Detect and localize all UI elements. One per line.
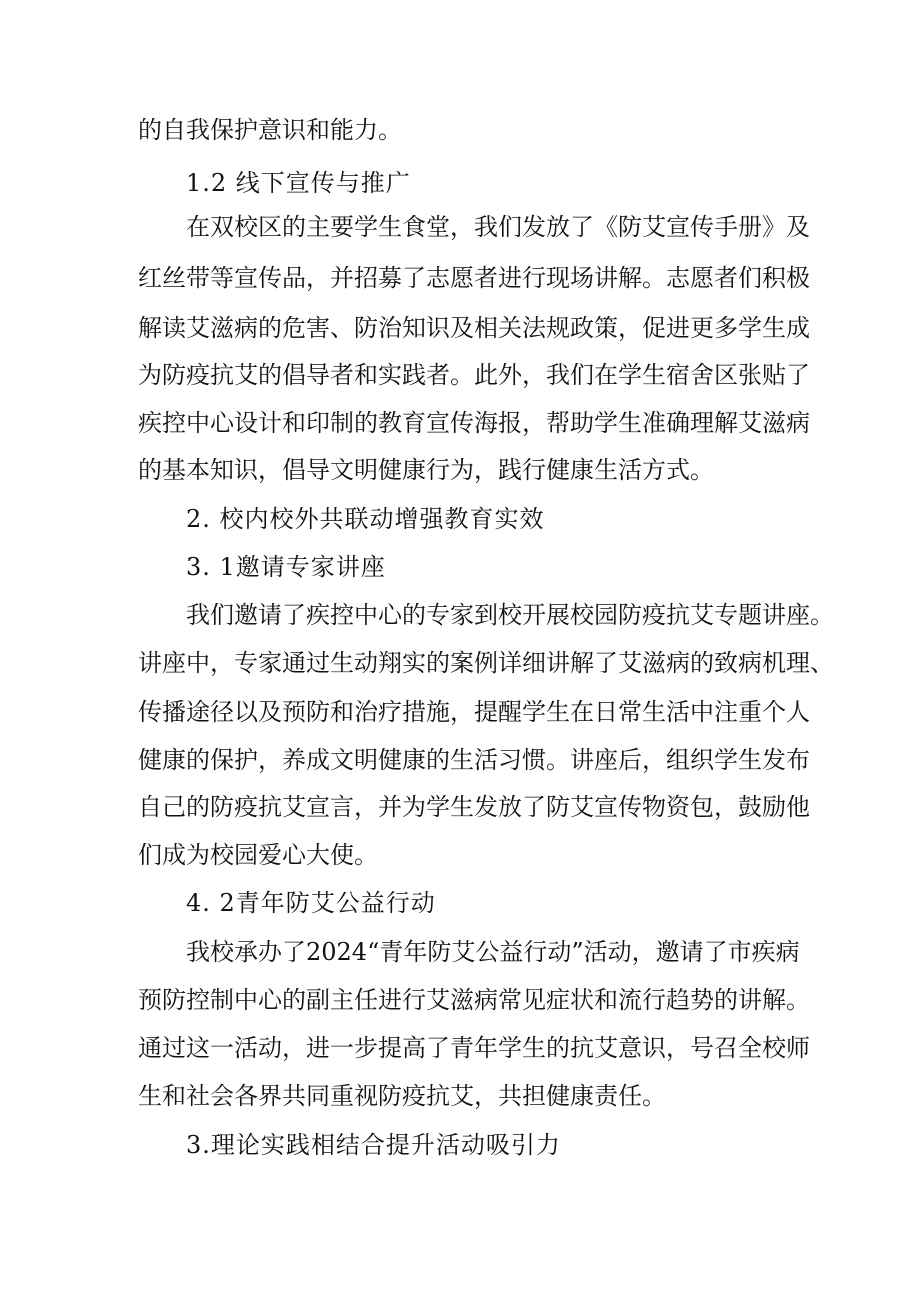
paragraph-line: 健康的保护，养成文明健康的生活习惯。讲座后，组织学生发布 [138, 746, 810, 774]
section-heading-3-1: 3. 1邀请专家讲座 [186, 553, 386, 581]
section-heading-3: 3.理论实践相结合提升活动吸引力 [186, 1131, 561, 1159]
paragraph-line: 解读艾滋病的危害、防治知识及相关法规政策，促进更多学生成 [138, 314, 810, 342]
paragraph-line: 们成为校园爱心大使。 [138, 841, 378, 869]
paragraph-line: 预防控制中心的副主任进行艾滋病常见症状和流行趋势的讲解。 [138, 986, 810, 1014]
paragraph-line: 讲座中，专家通过生动翔实的案例详细讲解了艾滋病的致病机理、 [138, 649, 834, 677]
paragraph-line: 通过这一活动，进一步提高了青年学生的抗艾意识，号召全校师 [138, 1034, 810, 1062]
paragraph-line: 疾控中心设计和印制的教育宣传海报，帮助学生准确理解艾滋病 [138, 409, 810, 437]
paragraph-line: 的自我保护意识和能力。 [138, 116, 402, 144]
section-heading-4-2: 4. 2青年防艾公益行动 [186, 889, 436, 917]
paragraph-line: 在双校区的主要学生食堂，我们发放了《防艾宣传手册》及 [186, 213, 810, 241]
section-heading-2: 2. 校内校外共联动增强教育实效 [186, 505, 545, 533]
paragraph-line: 自己的防疫抗艾宣言，并为学生发放了防艾宣传物资包，鼓励他 [138, 793, 810, 821]
paragraph-line: 的基本知识，倡导文明健康行为，践行健康生活方式。 [138, 456, 714, 484]
paragraph-line: 我校承办了2024“青年防艾公益行动”活动，邀请了市疾病 [186, 938, 800, 966]
paragraph-line: 为防疫抗艾的倡导者和实践者。此外，我们在学生宿舍区张贴了 [138, 361, 810, 389]
section-heading-1-2: 1.2 线下宣传与推广 [186, 169, 411, 197]
paragraph-line: 我们邀请了疾控中心的专家到校开展校园防疫抗艾专题讲座。 [186, 601, 834, 629]
paragraph-line: 生和社会各界共同重视防疫抗艾，共担健康责任。 [138, 1082, 666, 1110]
paragraph-line: 传播途径以及预防和治疗措施，提醒学生在日常生活中注重个人 [138, 698, 810, 726]
paragraph-line: 红丝带等宣传品，并招募了志愿者进行现场讲解。志愿者们积极 [138, 264, 810, 292]
